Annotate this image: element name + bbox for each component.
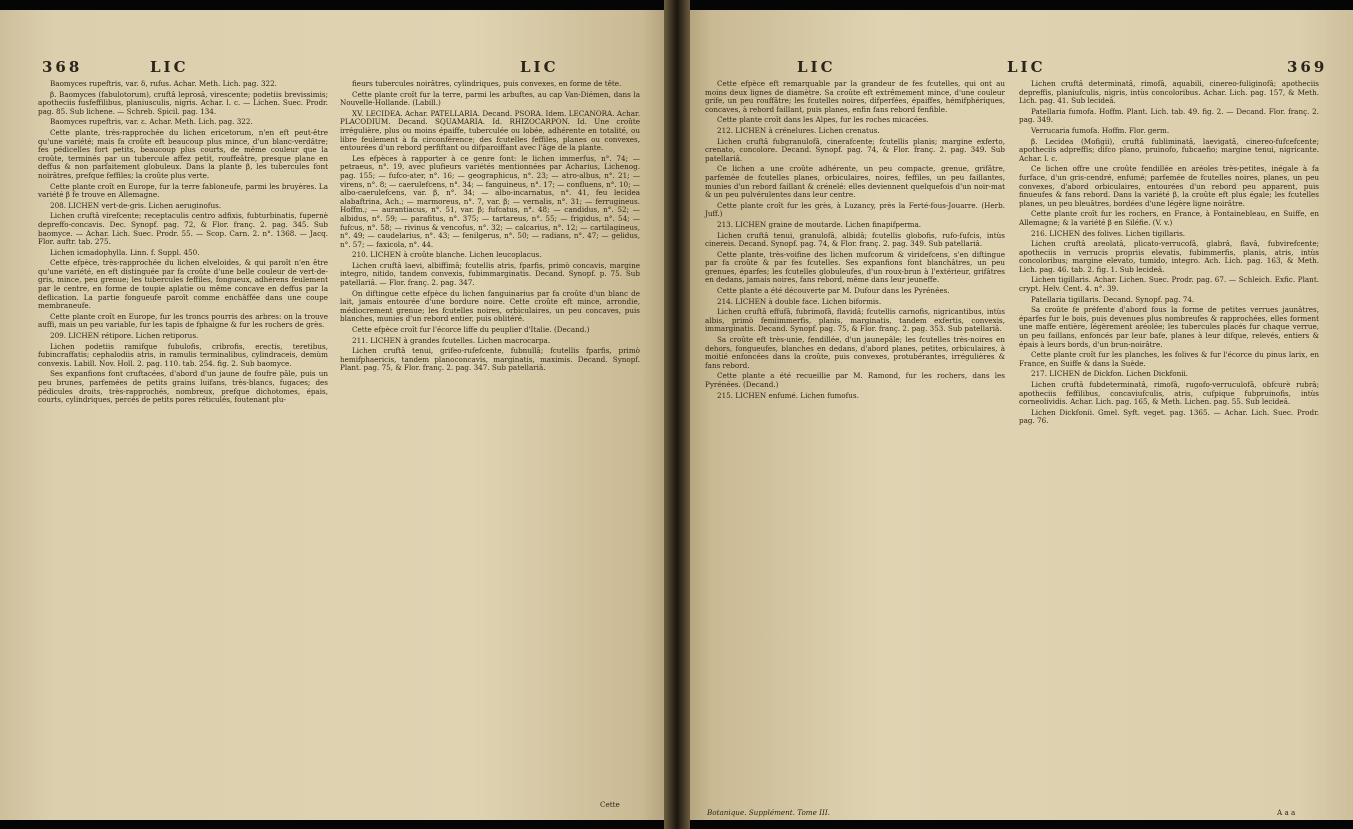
paragraph: Cette plante croît dans les Alpes, fur les roches micacées. (717, 115, 929, 125)
paragraph: 212. LICHEN à crénelures. Lichen crenatus. (717, 125, 880, 135)
paragraph: Cette efpèce, très-rapprochée du lichen elveloides, & qui paroît n'en être qu'une variété, en eft distinguée par fa croûte d'une belle couleur de vert-de-gris, mince, peu grenue; les tubercules feffiles, fongueux, adhérens feulement par le centre, en forme de toupie aplatie ou même concave en deffus par la deflication. La partie fongueufe paroît comme enchâffée dans une coupe membraneufe. (38, 258, 328, 311)
paragraph: XV. LECIDEA. Achar. PATELLARIA. Decand. PSORA. Idem. LECANORA. Achar. PLACODIUM. Decand. SQUAMARIA. Id. RHIZOCARPON. Id. Une croûte irrégulière, plus ou moins épaiffe, tuberculée ou lobée, adhérente en totalité, ou libre feulement à fa circonférence; des fcutelles feffiles, planes ou convexes, entourées d'un rebord perfiftant ou difparoiffant avec l'âge de la plante. (340, 108, 640, 153)
paragraph: Lichen cruftâ tenui, granulofâ, albidâ; fcutellis globofis, rufo-fufcis, intùs cinereis. Decand. Synopf. pag. 74, & Flor. franç. 2. pag. 349. Sub patellariâ. (705, 230, 1005, 249)
paragraph: Lichen cruftâ areolatâ, plicato-verrucofâ, glabrâ, flavâ, fubvirefcente; apotheciis in verrucis propriis elevatis, fubimmerfis, planis, atris, intùs concoloribus; margine elevato, tumido, integro. Ach. Lich. pag. 163, & Meth. Lich. pag. 46. tab. 2. fig. 1. Sub lecideâ. (1019, 239, 1319, 274)
left-page (0, 10, 676, 820)
paragraph: 208. LICHEN vert-de-gris. Lichen aeruginofus. (50, 200, 222, 210)
paragraph: Les efpèces à rapporter à ce genre font: le lichen immerfus, n°. 74; — petraeus, n°. 19, avec plufieurs variétés mentionnées par Acharius, Lichenog. pag. 155; — fufco-ater, n°. 16; — geographicus, n°. 23; — atro-albus, n°. 21; — virens, n°. 8; — caerulefcens, n°. 34; — fanguineus, n°. 17; — confluens, n°. 10; — albo-caerulefcens, var. β, n°. 34; — albo-incarnatus, n°. 41, feu lecidea alabaftrina, Ach.; — marmoreus, n°. 7, var. β; — vernalis, n°. 31; — ferrugineus. Hoffm.; — aurantiacus, n°. 51, var. β; fufcatus, n°. 48; — candidus, n°. 52; — albidus, n°. 59; — parafitus, n°. 375; — tartareus, n°. 55; — frigidus, n°. 54; — fufcus, n°. 58; — rivinus & vencofus, n°. 32; — calcarius, n°. 12; — cartilagineus, n°. 49; — caudelarius, n°. 43; — fenilgerus, n°. 50; — radians, n°. 47; — gelidus, n°. 57; — faxicola, n°. 44. (340, 153, 640, 249)
paragraph: Patellaria tigillaris. Decand. Synopf. pag. 74. (1031, 294, 1195, 304)
paragraph: 213. LICHEN graine de moutarde. Lichen finapifperma. (717, 219, 922, 229)
paragraph: Cette plante croît fur la terre, parmi les arbuftes, au cap Van-Diémen, dans la Nouvelle-Hollande. (Labill.) (340, 89, 640, 108)
left-column-1 (38, 80, 328, 407)
paragraph: Baomyces rupeftris, var. ε. Achar. Meth. Lich. pag. 322. (50, 117, 253, 127)
left-running-head: LIC (150, 58, 189, 76)
paragraph: Verrucaria fumofa. Hoffm. Flor. germ. (1031, 125, 1170, 135)
paragraph: 209. LICHEN rétipore. Lichen retiporus. (50, 331, 199, 341)
paragraph: Baomyces rupeftris, var. δ, rufus. Achar. Meth. Lich. pag. 322. (50, 79, 277, 88)
paragraph: Sa croûte fe préfente d'abord fous la forme de petites verrues jaunâtres, éparfes fur le bois, puis devenues plus nombreufes & rapprochées, elles forment une maffe entière, légèrement aréolée; les tubercules placés fur chaque verrue, un peu faillans, enfoncés par leur bafe, planes à leur difque, relevés, entiers & épais à leurs bords, d'un brun-noirâtre. (1019, 305, 1319, 349)
paragraph: Cette plante, très-rapprochée du lichen ericetorum, n'en eft peut-être qu'une variété; mais fa croûte eft beaucoup plus mince, d'un blanc-verdâtre; fes pédicelles fort petits, beaucoup plus courts, de même couleur que la croûte, terminés par un tubercule affez petit, rouffeâtre, presque plane en deffus & non parfaitement globuleux. Dans la plante β, les tubercules font noirâtres, prefque feffiles; la croûte plus verte. (38, 127, 328, 180)
paragraph: 214. LICHEN à double face. Lichen biformis. (717, 296, 882, 306)
paragraph: On diftingue cette efpèce du lichen fanguinarius par fa croûte d'un blanc de lait, jamais entourée d'une bordure noire. Cette croûte eft mince, arrondie, médiocrement grenue; les fcutelles noires, orbiculaires, un peu concaves, puis blanches, munies d'un rebord entier, puis oblitéré. (340, 288, 640, 324)
paragraph: 215. LICHEN enfumé. Lichen fumofus. (717, 390, 859, 400)
paragraph: Lichen cruftâ tenui, grifeo-rufefcente, fubnullâ; fcutellis fparfis, primò hemifphaericis, tandem planoconcavis, marginatis, maximis. Decand. Synopf. Plant. pag. 75, & Flor. franç. 2. pag. 347. Sub patellariâ. (340, 346, 640, 373)
paragraph: Cette plante croît en Europe, fur la terre fabloneufe, parmi les bruyères. La variété β fe trouve en Allemagne. (38, 181, 328, 200)
paragraph: Cette efpèce croît fur l'écorce liffe du peuplier d'Italie. (Decand.) (352, 325, 590, 335)
paragraph: Lichen cruftâ effufâ, fubrimofâ, flavidâ; fcutellis carnofis, nigricantibus, intùs albis, primò femiimmerfis, planis, marginatis, tandem exfertis, convexis, immarginatis. Decand. Synopf. pag. 75, & Flor. franç. 2. pag. 353. Sub patellariâ. (705, 307, 1005, 334)
left-catchword: Cette (600, 800, 620, 809)
paragraph: Cette plante croît fur les rochers, en France, à Fontainebleau, en Suiffe, en Allemagne; & la variété β en Siléfie. (V. v.) (1019, 209, 1319, 227)
paragraph: Cette plante, très-voifine des lichen mufcorum & viridefcens, s'en diftingue par fa croûte & par fes fcutelles. Ses expanfions font blanchâtres, un peu grenues, éparfes; les fcutelles globuleufes, d'un roux-brun à l'extérieur, grifâtres en dedans, jamais noires, fans rebord, même dans leur jeuneffe. (705, 249, 1005, 285)
paragraph: Lichen Dickfonii. Gmel. Syft. veget. pag. 1365. — Achar. Lich. Suec. Prodr. pag. 76. (1019, 407, 1319, 426)
right-page-number: 369 (1287, 58, 1328, 76)
paragraph: Lichen cruftâ fubgranulofâ, cinerafcente; fcutellis planis; margine exferto, crenato, concolore. Decand. Synopf. pag. 74, & Flor. franç. 2. pag. 349. Sub patellariâ. (705, 136, 1005, 163)
paragraph: Cette plante a été recueillie par M. Ramond, fur les rochers, dans les Pyrénées. (Decand.) (705, 371, 1005, 389)
paragraph: Lichen podetiis ramifque fubulofis, cribrofis, erectis, teretibus, fubincraffatis; cephalodiis atris, in ramulis terminalibus, cylindraceis, demùm convexis. Labill. Nov. Holl. 2. pag. 110. tab. 254. fig. 2. Sub baomyce. (38, 341, 328, 368)
paragraph: Cette plante croît fur les planches, les folives & fur l'écorce du pinus larix, en France, en Suiffe & dans la Suède. (1019, 350, 1319, 368)
paragraph: Ce lichen a une croûte adhérente, un peu compacte, grenue, grifâtre, parfemée de fcutelles planes, orbiculaires, noires, feffiles, un peu faillantes, munies d'un rebord faillant & crénelé: elles deviennent quelquefois d'un noir-mat & un peu pulvérulentes dans leur centre. (705, 164, 1005, 200)
paragraph: 211. LICHEN à grandes fcutelles. Lichen macrocarpa. (352, 335, 551, 345)
paragraph: Patellaria fumofa. Hoffm. Plant. Lich. tab. 49. fig. 2. — Decand. Flor. franç. 2. pag. 349. (1019, 106, 1319, 125)
paragraph: Lichen cruftâ fubdeterminatâ, rimofâ, rugofo-verruculofâ, obfcurè rubrâ; apotheciis feffilibus, concaviufculis, atris, cufpique fubpruinofis, intùs corneolividis. Achar. Lich. pag. 165, & Meth. Lichen. pag. 55. Sub lecideâ. (1019, 380, 1319, 407)
paragraph: 216. LICHEN des folives. Lichen tigillaris. (1031, 228, 1186, 238)
right-signature: A a a (1277, 808, 1296, 817)
paragraph: Lichen cruftâ virefcente; receptaculis centro adfixis, fubturbinatis, fupernè depreffo-concavis. Dec. Synopf. pag. 72, & Flor. franç. 2. pag. 345. Sub baomyce. — Achar. Lich. Suec. Prodr. 55. — Scop. Carn. 2. n°. 1368. — Jacq. Flor. auftr. tab. 275. (38, 211, 328, 247)
left-column-2 (340, 80, 640, 375)
paragraph: Ce lichen offre une croûte fendillée en aréoles très-petites, inégale à fa furface, d'un gris-cendré, enfumé; parfemée de fcutelles noires, planes, un peu convexes, d'abord orbiculaires, entourées d'un rebord peu apparent, puis finueufes & fans rebord. Dans la variété β, la croûte eft plus égale; les fcutelles planes, un peu bleuâtres, bordées d'une légère ligne noirâtre. (1019, 164, 1319, 208)
right-column-1 (705, 80, 1005, 402)
paragraph: Sa croûte eft très-unie, fendillée, d'un jaunepâle; les fcutelles très-noires en dehors, fongueufes, blanches en dedans, d'abord planes, petites, orbiculaires, à moitié enfoncées dans la croûte, puis convexes, protubérantes, irrégulières & fans rebord. (705, 335, 1005, 370)
book-gutter (664, 0, 690, 829)
paragraph: Cette plante croît en Europe, fur les troncs pourris des arbres: on la trouve auffi, mais un peu variable, fur les tapis de fphaigne & fur les rochers de grès. (38, 311, 328, 330)
left-running-head-2: LIC (520, 58, 559, 76)
paragraph: 217. LICHEN de Dickfon. Lichen Dickfonii. (1031, 369, 1189, 379)
paragraph: Cette plante croît fur les grès, à Luzancy, près la Ferté-fous-Jouarre. (Herb. Juff.) (705, 200, 1005, 219)
paragraph: Lichen cruftâ determinatâ, rimofâ, aquabili, cinereo-fuliginofâ; apotheciis depreffis, planiufculis, nigris, intùs concoloribus. Achar. Lich. pag. 157, & Meth. Lich. pag. 41. Sub lecideâ. (1019, 79, 1319, 106)
paragraph: Lichen cruftâ laevi, albiffimâ; fcutellis atris, fparfis, primò concavis, margine integro, nitido, tandem convexis, fubimmarginatis. Decand. Synopf. p. 75. Sub patellariâ. — Flor. franç. 2. pag. 347. (340, 260, 640, 288)
paragraph: 210. LICHEN à croûte blanche. Lichen leucoplacus. (352, 250, 542, 260)
paragraph: Lichen icmadophylla. Linn. f. Suppl. 450. (50, 247, 200, 257)
paragraph: Cette plante a été découverte par M. Dufour dans les Pyrénées. (717, 286, 950, 296)
paragraph: β. Baomyces (fabulotorum), cruftâ leprosâ, virescente; podetiis brevissimis; apotheciis fusfeffilibus, planiusculis, nigris. Achar. l. c. — Lichen. Suec. Prodr. pag. 85. Sub lichene. — Schreb. Spicil. pag. 134. (38, 89, 328, 116)
right-column-2 (1019, 80, 1319, 428)
right-page (677, 10, 1353, 820)
paragraph: Ses expanfions font cruftacées, d'abord d'un jaune de foufre pâle, puis un peu brunes, parfemées de petits grains luifans, très-blancs, fugaces; des pédicules droits, très-rapprochés, nombreux, prefque dichotomes, épais, courts, cylindriques, percés de petits pores réticulés, foutenant plu- (38, 369, 328, 405)
right-footer: Botanique. Supplément. Tome III. (707, 808, 830, 817)
paragraph: β. Lecidea (Mofigii), cruftâ fubliminatâ, laevigatâ, cinereo-fufcefcente; apotheciis adpreffis; difco plano, pruinofo, fubcaefio; margine tenui, nigricante. Achar. l. c. (1019, 136, 1319, 163)
left-page-number: 368 (42, 58, 83, 76)
right-running-head-2: LIC (1007, 58, 1046, 76)
paragraph: fieurs tubercules noirâtres, cylindriques, puis convexes, en forme de tête. (352, 79, 622, 88)
right-running-head: LIC (797, 58, 836, 76)
paragraph: Lichen tigillaris. Achar. Lichen. Suec. Prodr. pag. 67. — Schleich. Exfic. Plant. crypt. Helv. Cent. 4. n°. 39. (1019, 275, 1319, 294)
paragraph: Cette efpèce eft remarquable par la grandeur de fes fcutelles, qui ont au moins deux lignes de diamètre. Sa croûte eft extrêmement mince, d'une couleur grife, un peu rouffâtre; les fcutelles noires, difperfées, épaiffes, hémifphériques, concaves, à rebord faillant, puis planes, enfin fans rebord fenfible. (705, 79, 1005, 114)
